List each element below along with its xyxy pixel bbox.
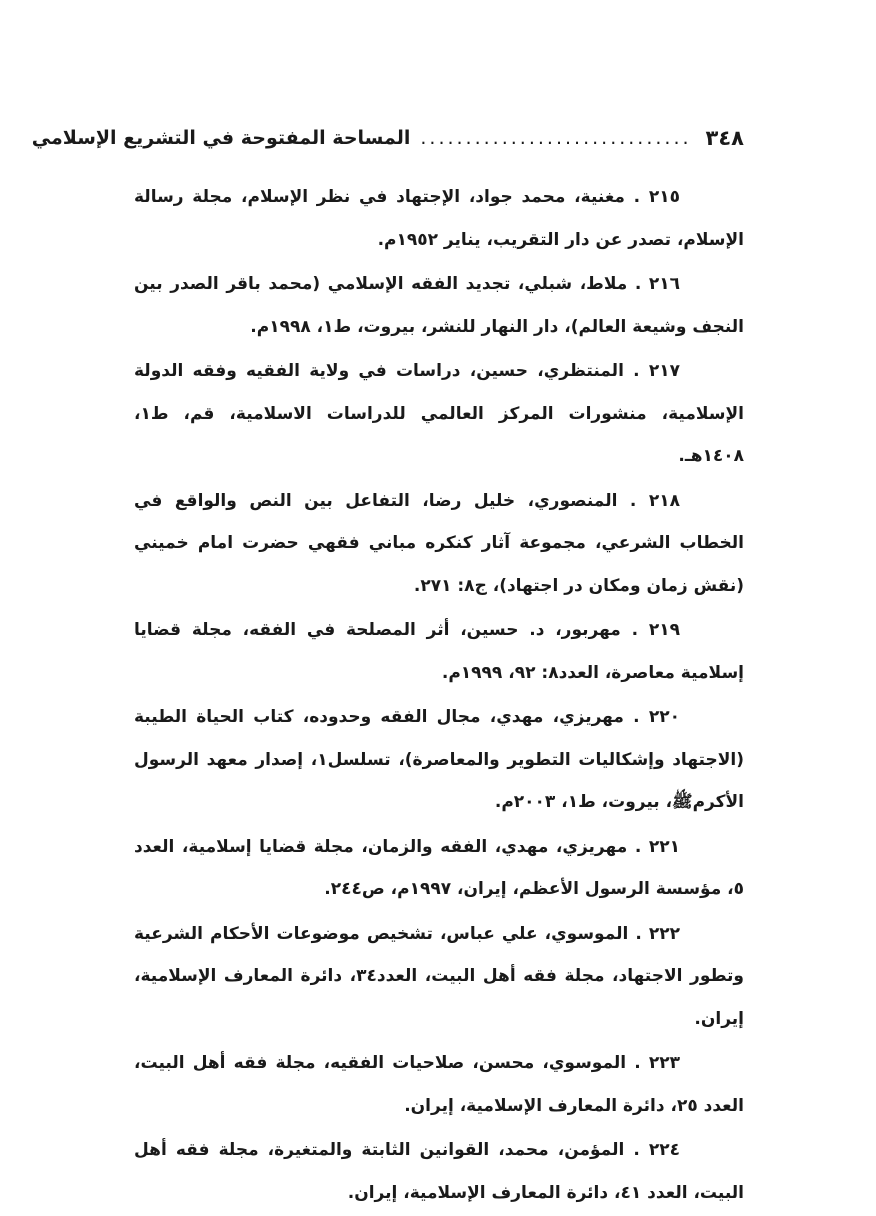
bibliography-entry: ٢١٨ . المنصوري، خليل رضا، التفاعل بين النص والواقع في الخطاب الشرعي، مجموعة آثار كنكره مباني فقهي حضرت امام خميني (نقش زمان ومكان در اجتهاد)، ج٨: ٢٧١. xyxy=(134,490,744,596)
bibliography-entry: ٢١٩ . مهربور، د. حسين، أثر المصلحة في الفقه، مجلة قضايا إسلامية معاصرة، العدد٨: ٩٢، ١٩٩٩م. xyxy=(134,620,744,683)
bibliography-entry: ٢٢٤ . المؤمن، محمد، القوانين الثابتة والمتغيرة، مجلة فقه أهل البيت، العدد ٤١، دائرة المعارف الإسلامية، إيران. xyxy=(134,1140,744,1203)
header-leader-dots: .............................. xyxy=(420,127,692,149)
bibliography-entry: ٢٢١ . مهريزي، مهدي، الفقه والزمان، مجلة قضايا إسلامية، العدد ٥، مؤسسة الرسول الأعظم، إيران، ١٩٩٧م، ص٢٤٤. xyxy=(134,836,744,899)
bibliography-entry: ٢٢٢ . الموسوي، علي عباس، تشخيص موضوعات الأحكام الشرعية وتطور الاجتهاد، مجلة فقه أهل البيت، العدد٣٤، دائرة المعارف الإسلامية، إيران. xyxy=(134,923,744,1029)
bibliography-entry: ٢١٦ . ملاط، شبلي، تجديد الفقه الإسلامي (محمد باقر الصدر بين النجف وشيعة العالم)، دار النهار للنشر، بيروت، ط١، ١٩٩٨م. xyxy=(134,274,744,337)
running-title: المساحة المفتوحة في التشريع الإسلامي xyxy=(31,127,411,149)
bibliography-entry: ٢٢٣ . الموسوي، محسن، صلاحيات الفقيه، مجلة فقه أهل البيت، العدد ٢٥، دائرة المعارف الإسلامية، إيران. xyxy=(134,1053,744,1116)
bibliography-list xyxy=(134,176,744,1216)
bibliography-entry: ٢١٧ . المنتظري، حسين، دراسات في ولاية الفقيه وفقه الدولة الإسلامية، منشورات المركز العالمي للدراسات الاسلامية، قم، ط١، ١٤٠٨هـ. xyxy=(134,361,744,466)
page-number: ٣٤٨ xyxy=(705,126,744,150)
page-header xyxy=(31,118,744,158)
bibliography-entry: ٢٢٠ . مهريزي، مهدي، مجال الفقه وحدوده، كتاب الحياة الطيبة (الاجتهاد وإشكاليات التطوير والمعاصرة)، تسلسل١، إصدار معهد الرسول الأكرمﷺ، بيروت، ط١، ٢٠٠٣م. xyxy=(134,707,744,812)
bibliography-entry: ٢١٥ . مغنية، محمد جواد، الإجتهاد في نظر الإسلام، مجلة رسالة الإسلام، تصدر عن دار التقريب، يناير ١٩٥٢م. xyxy=(134,187,744,250)
